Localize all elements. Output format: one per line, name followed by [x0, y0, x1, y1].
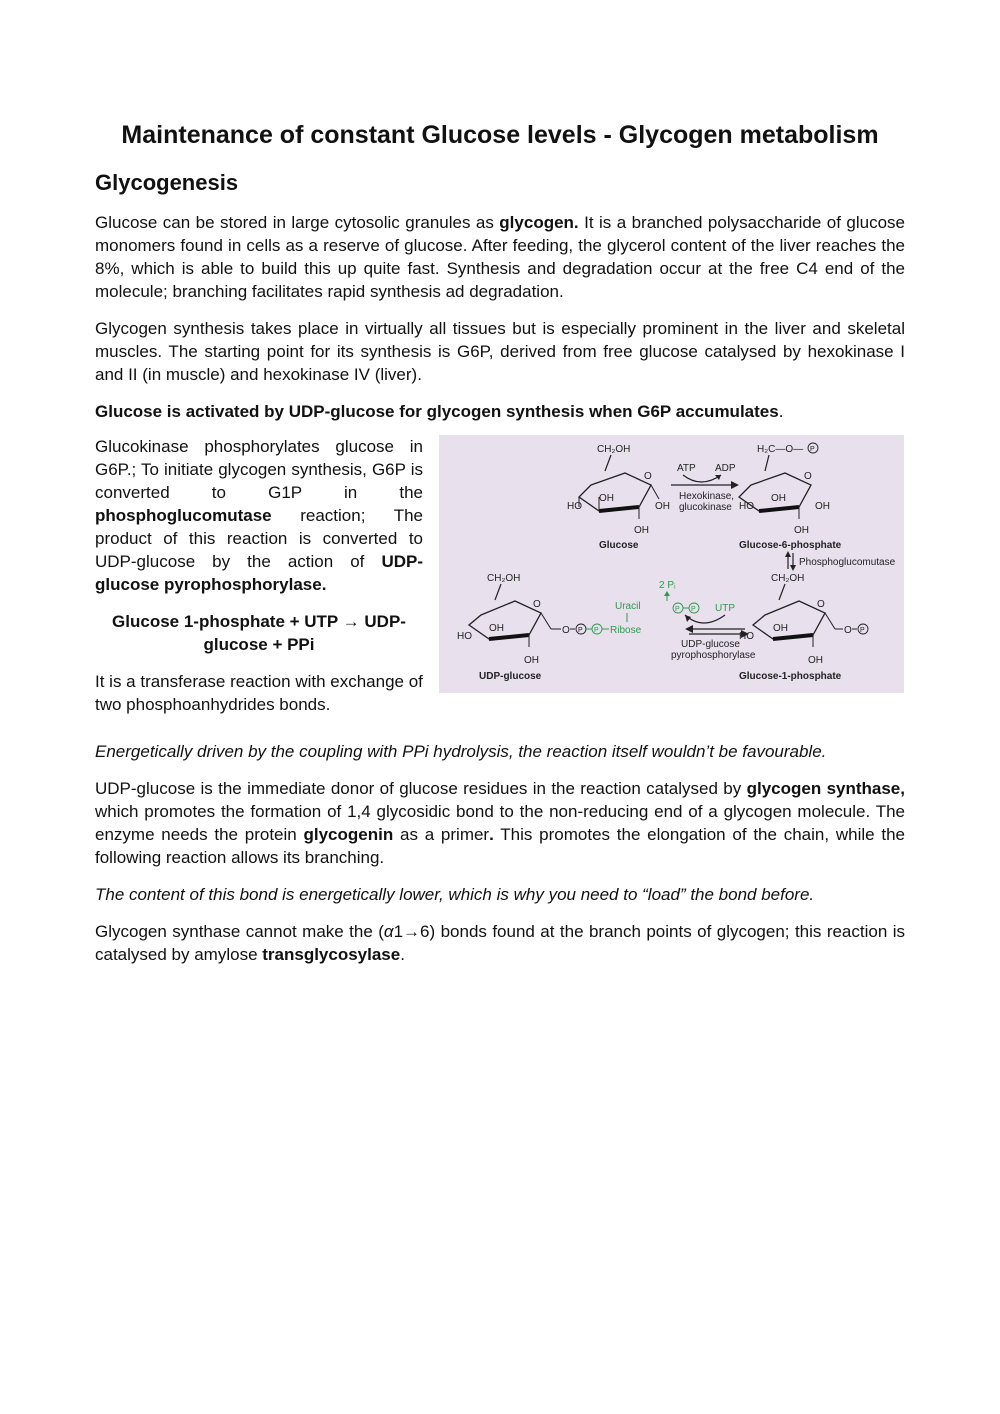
- udp-glucose-label: UDP-glucose: [479, 671, 542, 682]
- text-run: .: [778, 402, 784, 421]
- bold-period: .: [489, 825, 494, 844]
- oh-label: OH: [489, 623, 504, 634]
- ch2oh-label: CH₂OH: [771, 573, 805, 584]
- oh-label: OH: [773, 623, 788, 634]
- hexokinase-label: Hexokinase,: [679, 491, 735, 502]
- phosphoglucomutase-label: Phosphoglucomutase: [799, 557, 896, 568]
- text-run: as a primer: [393, 825, 490, 844]
- paragraph-bond-energy: The content of this bond is energetically lower, which is why you need to “load” the bond before.: [95, 885, 815, 904]
- atp-label: ATP: [677, 463, 696, 474]
- text-run: reaction; The product of this reaction is converted to UDP-glucose by the action of: [95, 506, 423, 571]
- text-run: UDP-glucose is the immediate donor of glucose residues in the reaction catalysed by: [95, 779, 747, 798]
- left-column: [95, 435, 423, 730]
- pathway-diagram: [439, 435, 904, 693]
- ch2oh-label: CH₂OH: [597, 444, 631, 455]
- paragraph-transferase: It is a transferase reaction with exchange of two phosphoanhydrides bonds.: [95, 672, 423, 714]
- ho-label: HO: [739, 501, 754, 512]
- ring-oxygen: O: [533, 599, 541, 610]
- reaction-equation: Glucose 1-phosphate + UTP → UDP-glucose + PPi: [112, 612, 406, 654]
- phosphate-icon: P: [810, 446, 815, 453]
- bold-term: phosphoglucomutase: [95, 506, 272, 525]
- text-run: It is a branched polysaccharide of glucose monomers found in cells as a reserve of glucose. After feeding, the glycerol content of the liver reaches the 8%, which is able to build this up quite fast. Synthesis and degradation occur at the free C4 end of the molecule; branching facilitates rapid synthesis ad degradation.: [95, 213, 905, 301]
- text-run: Glycogen synthase cannot make the (: [95, 922, 384, 941]
- oh-label: OH: [655, 501, 670, 512]
- glucose-structure: [567, 444, 670, 551]
- phosphate-icon: P: [594, 627, 599, 634]
- pathway-figure: [439, 435, 904, 693]
- oh-label: OH: [634, 525, 649, 536]
- paragraph-glycogen-synthase: [95, 777, 905, 869]
- uracil-label: Uracil: [615, 601, 641, 612]
- glucose-1-phosphate-label: Glucose-1-phosphate: [739, 671, 842, 682]
- utp-label: UTP: [715, 603, 735, 614]
- glucose-1-phosphate-structure: [739, 573, 868, 682]
- glucose-6-phosphate-label: Glucose-6-phosphate: [739, 540, 842, 551]
- two-column-block: [95, 435, 905, 730]
- oh-label: OH: [524, 655, 539, 666]
- oh-label: OH: [771, 493, 786, 504]
- paragraph-glycogen-storage: [95, 211, 905, 303]
- bold-statement: Glucose is activated by UDP-glucose for glycogen synthesis when G6P accumulates: [95, 402, 779, 421]
- pyrophosphorylase-label-line2: pyrophosphorylase: [671, 650, 756, 661]
- text-run: 1→6) bonds found at the branch points of glycogen; this reaction is catalysed by amylose: [95, 922, 905, 964]
- phosphate-icon: P: [860, 627, 865, 634]
- oh-label: OH: [599, 493, 614, 504]
- ring-oxygen: O: [804, 471, 812, 482]
- udp-glucose-structure: [457, 573, 642, 682]
- adp-label: ADP: [715, 463, 736, 474]
- ch2oh-label: CH₂OH: [487, 573, 521, 584]
- ho-label: HO: [457, 631, 472, 642]
- hexokinase-step: [671, 463, 739, 513]
- oh-label: OH: [808, 655, 823, 666]
- bold-term: transglycosylase: [262, 945, 401, 964]
- ribose-label: Ribose: [610, 625, 642, 636]
- bold-term: glycogen synthase,: [746, 779, 905, 798]
- page-title: Maintenance of constant Glucose levels - Glycogen metabolism: [121, 121, 879, 149]
- text-run: Glucokinase phosphorylates glucose in G6P.; To initiate glycogen synthesis, G6P is converted to G1P in the: [95, 437, 423, 502]
- oh-label: OH: [794, 525, 809, 536]
- bridge-oxygen: O: [562, 625, 570, 636]
- paragraph-branching: [95, 920, 905, 966]
- text-run: This promotes the elongation of the chain, while the following reaction allows its branching.: [95, 825, 905, 867]
- glucose-6-phosphate-structure: [739, 443, 842, 551]
- document-page: [95, 118, 905, 980]
- ho-label: HO: [739, 631, 754, 642]
- text-run: which promotes the formation of 1,4 glycosidic bond to the non-reducing end of a glycogen molecule. The enzyme needs the protein: [95, 802, 905, 844]
- pyrophosphorylase-label-line1: UDP-glucose: [681, 639, 740, 650]
- two-pi-label: 2 Pᵢ: [659, 580, 676, 591]
- paragraph-glucokinase: [95, 435, 423, 596]
- glucokinase-label: glucokinase: [679, 502, 732, 513]
- phosphoglucomutase-step: [785, 551, 896, 571]
- phosphate-icon: P: [578, 627, 583, 634]
- paragraph-activation: [95, 400, 905, 423]
- ring-oxygen: O: [817, 599, 825, 610]
- text-run: Glucose can be stored in large cytosolic granules as: [95, 213, 500, 232]
- bold-term: glycogen.: [499, 213, 579, 232]
- phosphate-icon: P: [691, 606, 696, 613]
- ho-label: HO: [567, 501, 582, 512]
- oh-label: OH: [815, 501, 830, 512]
- phosphate-icon: P: [675, 606, 680, 613]
- bold-term: glycogenin: [303, 825, 394, 844]
- alpha-symbol: α: [383, 922, 394, 941]
- ring-oxygen: O: [644, 471, 652, 482]
- section-heading: Glycogenesis: [95, 170, 239, 195]
- glucose-label: Glucose: [599, 540, 639, 551]
- text-run: .: [400, 945, 405, 964]
- paragraph-synthesis-tissues: Glycogen synthesis takes place in virtually all tissues but is especially prominent in the liver and skeletal muscles. The starting point for its synthesis is G6P, derived from free glucose catalysed by hexokinase I and II (in muscle) and hexokinase IV (liver).: [95, 319, 905, 384]
- pyrophosphorylase-step: [659, 580, 756, 661]
- bridge-oxygen: O: [844, 625, 852, 636]
- paragraph-energetics: Energetically driven by the coupling with PPi hydrolysis, the reaction itself wouldn’t be favourable.: [95, 742, 827, 761]
- bold-term: UDP-glucose pyrophosphorylase.: [95, 552, 423, 594]
- h2c-o-p-label: H₂C—O—: [757, 444, 804, 455]
